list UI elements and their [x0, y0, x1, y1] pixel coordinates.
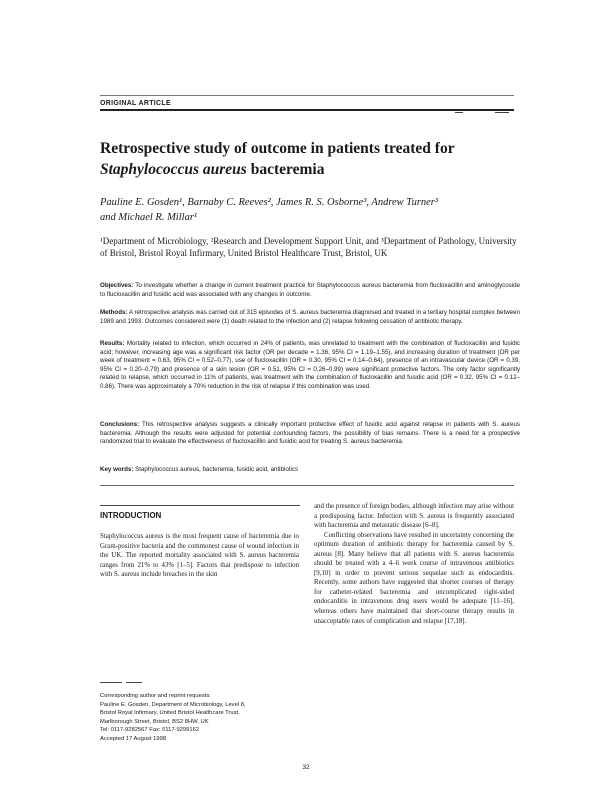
results-label: Results:	[100, 340, 125, 347]
abstract-conclusions	[100, 421, 520, 447]
article-title	[100, 138, 520, 180]
keywords-text: Staphylococcus aureus, bacteremia, fusidic acid, antibiotics	[133, 466, 299, 473]
author-list	[100, 195, 520, 225]
intro-paragraph-1: Staphylococcus aureus is the most frequent cause of bacteremia due to Gram-positive bacteria and the commonest cause of wound infection in the UK. The reported mortality associated with S. aureus bacteremia ranges from 21% to 43% [1–5]. Factors that predispose to infection with S. aureus include breaches in the skin	[100, 533, 299, 579]
header-rule-mark	[495, 112, 509, 113]
introduction-heading: INTRODUCTION	[100, 511, 162, 520]
abstract-objectives	[100, 282, 520, 299]
correspondence-address-2: Marlborough Street, Bristol, BS2 8HW, UK	[100, 718, 209, 725]
abstract-methods	[100, 309, 520, 326]
abstract-rule	[100, 485, 514, 486]
correspondence-label: Corresponding author and reprint requests:	[100, 693, 211, 699]
methods-label: Methods:	[100, 309, 128, 316]
conclusions-label: Conclusions:	[100, 421, 140, 428]
header-rule-top	[100, 95, 514, 96]
keywords-label: Key words:	[100, 466, 134, 473]
intro-paragraph-3: Conflicting observations have resulted in uncertainty concerning the optimum duration of antibiotic therapy for bacteremia caused by S. aureus [8]. Many believe that all patients with S. aureus bacteremia should be treated with a 4–6 week course of intravenous antibiotics [9,10] in order to prevent serious sequelae such as endocarditis. Recently, some authors have suggested that shorter courses of therapy for catheter-related bacteremia and uncomplicated right-sided endocarditis in intravenous drug users would be adequate [11–16], whereas others have maintained that short-course therapy results in unacceptable rates of complication and relapse [17,18].	[314, 531, 514, 625]
abstract-results	[100, 340, 520, 392]
title-species: Staphylococcus aureus	[100, 161, 247, 178]
page-number: 32	[302, 764, 310, 771]
accepted-date: Accepted 17 August 1998	[100, 735, 167, 742]
objectives-text: To investigate whether a change in current treatment practice for Staphylococcus aureus bacteremia from flucloxacillin and aminoglycoside to flucloxacillin and fusidic acid was associated with any changes in outcome.	[100, 282, 520, 298]
methods-text: A retrospective analysis was carried out of 315 episodes of S. aureus bacteremia diagnosed and treated in a tertiary hospital complex between 1989 and 1993. Outcomes considered were (1) death related to the infection and (2) relapse following cessation of antibiotic therapy.	[100, 309, 520, 325]
footnote-rule	[126, 682, 142, 683]
author-line-2: and Michael R. Millar¹	[100, 212, 198, 223]
objectives-label: Objectives:	[100, 282, 134, 289]
abstract-keywords	[100, 466, 520, 475]
intro-paragraph-2: and the presence of foreign bodies, although infection may arise without a predisposing factor. Infection with S. aureus is frequently associated with bacteremia and metastatic disease [6–8].	[314, 503, 514, 530]
conclusions-text: This retrospective analysis suggests a clinically important protective effect of fusidic acid against relapse in patients with S. aureus bacteremia. Although the results were adjusted for potential confounding factors, the possibility of bias remains. There is a need for a prospective randomized trial to evaluate the effectiveness of flucloxacillin and fusidic acid for treating S. aureus bacteremia.	[100, 421, 520, 446]
header-rule-mark	[455, 112, 463, 113]
affiliations: ¹Department of Microbiology, ²Research and Development Support Unit, and ³Department of Pathology, University of Bristol, Bristol Royal Infirmary, United Bristol Healthcare Trust, Bristol, UK	[100, 236, 517, 258]
header-rule-bottom	[100, 109, 514, 111]
footnote-rule	[100, 682, 122, 683]
title-part-1: Retrospective study of outcome in patients treated for	[100, 140, 455, 157]
title-part-2: bacteremia	[246, 161, 325, 178]
author-line-1: Pauline E. Gosden¹, Barnaby C. Reeves², James R. S. Osborne³, Andrew Turner³	[100, 197, 439, 208]
intro-right-column	[314, 502, 514, 626]
heading-rule	[100, 505, 300, 506]
section-label: ORIGINAL ARTICLE	[100, 100, 171, 107]
correspondence-address-1: Bristol Royal Infirmary, United Bristol Healthcare Trust,	[100, 710, 240, 717]
correspondence-block	[100, 692, 300, 744]
correspondence-name: Pauline E. Gosden, Department of Microbiology, Level 8,	[100, 701, 246, 708]
results-text: Mortality related to infection, which occurred in 24% of patients, was unrelated to treatment with the combination of flucloxacillin and fusidic acid; however, increasing age was a significant risk factor (OR per decade = 1.36, 95% CI = 1.19–1.55), and increasing duration of treatment (OR per week of treatment = 0.63, 95% CI = 0.52–0.77), use of flucloxacillin (OR = 0.30, 95% CI = 0.14–0.64), presence of an intravascular device (OR = 0.39, 95% CI = 0.20–0.79) and presence of a skin lesion (OR = 0.51, 95% CI = 0.26–0.99) were significant protective factors. The only factor significantly related to relapse, which occurred in 11% of patients, was treatment with the combination of flucloxacillin and fusidic acid (OR = 0.32, 95% CI = 0.12–0.86). There was approximately a 70% reduction in the risk of relapse if this combination was used.	[100, 340, 520, 390]
correspondence-phone: Tel: 0117-9282567 Fax: 0117-9299162	[100, 727, 200, 734]
intro-left-column	[100, 532, 299, 580]
